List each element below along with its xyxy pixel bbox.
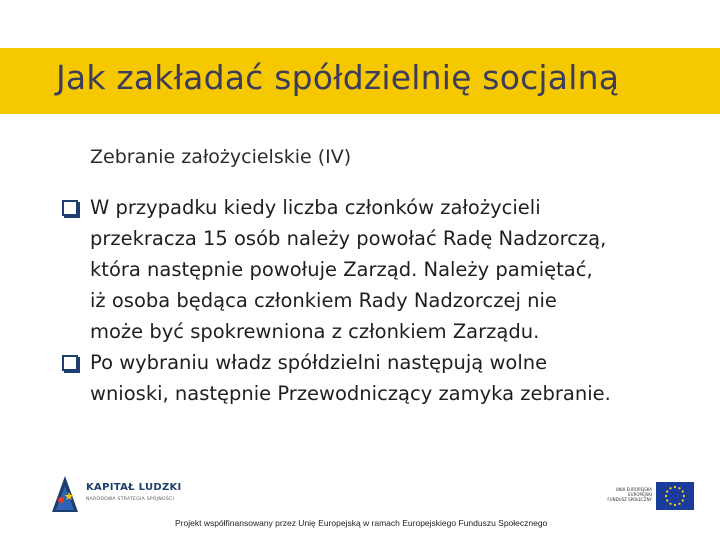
eu-text-line: FUNDUSZ SPOŁECZNY xyxy=(607,497,652,502)
kapital-ludzki-logo-icon xyxy=(50,474,80,514)
bullet-item xyxy=(62,347,702,409)
eu-text-line: UNIA EUROPEJSKA xyxy=(615,487,652,492)
bullet-line: iż osoba będąca członkiem Rady Nadzorczej nie xyxy=(90,289,557,312)
eu-text-line: EUROPEJSKI xyxy=(628,492,652,497)
bullet-line: W przypadku kiedy liczba członków założycieli xyxy=(90,196,541,219)
bullet-line: wnioski, następnie Przewodniczący zamyka zebranie. xyxy=(90,382,611,405)
bullet-item xyxy=(62,192,702,347)
bullet-line: może być spokrewniona z członkiem Zarządu. xyxy=(90,320,540,343)
eu-logo xyxy=(596,482,698,514)
bullet-line: Po wybraniu władz spółdzielni następują wolne xyxy=(90,351,548,374)
slide-title: Jak zakładać spółdzielnię socjalną xyxy=(56,58,620,97)
footer-note: Projekt współfinansowany przez Unię Europejską w ramach Europejskiego Funduszu Społecznego xyxy=(175,518,548,528)
title-bar xyxy=(0,48,720,114)
eu-logo-text xyxy=(596,487,652,502)
kapital-ludzki-logo xyxy=(50,470,180,518)
eu-flag-icon xyxy=(656,482,694,510)
logo-subtitle: NARODOWA STRATEGIA SPÓJNOŚCI xyxy=(86,497,175,502)
checkbox-bullet-icon xyxy=(62,200,78,216)
checkbox-bullet-icon xyxy=(62,355,78,371)
bullet-line: przekracza 15 osób należy powołać Radę Nadzorczą, xyxy=(90,227,607,250)
logo-name: KAPITAŁ LUDZKI xyxy=(86,482,182,493)
bullet-line: która następnie powołuje Zarząd. Należy pamiętać, xyxy=(90,258,593,281)
slide-subtitle: Zebranie założycielskie (IV) xyxy=(90,146,352,168)
bullet-list xyxy=(62,192,702,409)
